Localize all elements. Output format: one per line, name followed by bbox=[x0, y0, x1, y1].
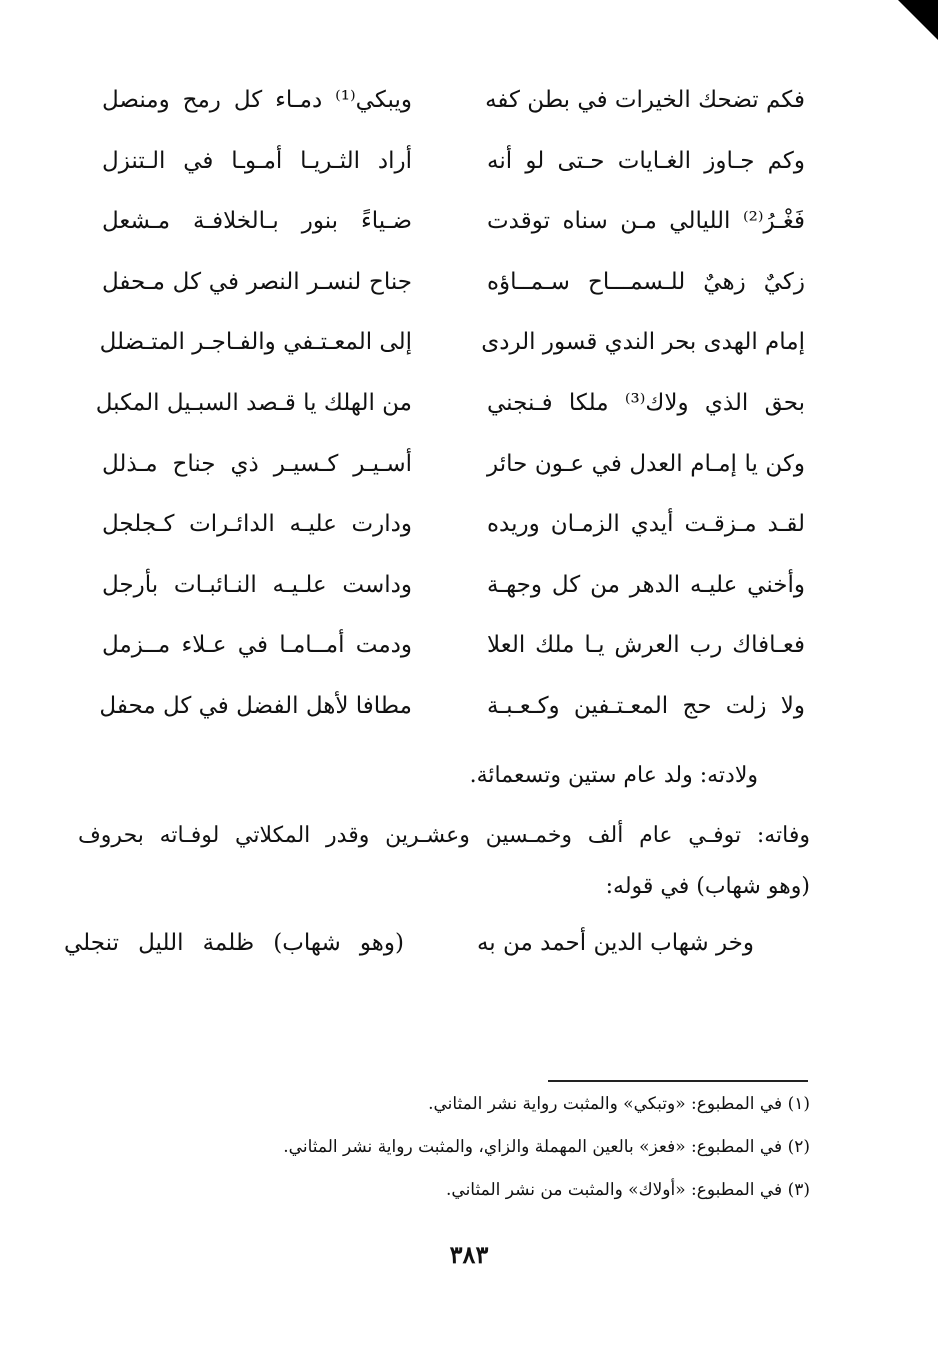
verse-first-hemistich: وكن يا إمـام العدل في عـون حائر bbox=[487, 450, 805, 477]
footnote-separator bbox=[548, 1080, 808, 1082]
verse-first-hemistich: إمام الهدى بحر الندي قسور الردى bbox=[481, 329, 805, 356]
footnote: (١) في المطبوع: «وتبكي» والمثبت رواية نشر المثاني. bbox=[428, 1094, 810, 1114]
verse-line bbox=[0, 676, 938, 737]
verse-second-hemistich: إلى المعـتـفي والفـاجـر المتـضلل bbox=[99, 329, 412, 356]
death-paragraph bbox=[78, 818, 810, 905]
verse-second-hemistich: ودارت عليـه الدائـرات كـجلجل bbox=[102, 511, 412, 538]
verse-first-hemistich: فَغْـرُ⁽²⁾ الليالي مـن سناه توقدت bbox=[487, 208, 805, 235]
verse-second-hemistich: (وهو شهاب) ظلمة الليل تنجلي bbox=[64, 930, 404, 956]
verse-first-hemistich: زكيٌ زهيٌ للـسمـــاح سـمــاؤه bbox=[487, 268, 805, 295]
verse-line bbox=[0, 252, 938, 313]
verse-line bbox=[0, 434, 938, 495]
verse-second-hemistich: ويبكي⁽¹⁾ دمـاء كل رمح ومنصل bbox=[102, 87, 412, 113]
footnote: (٢) في المطبوع: «فعز» بالعين المهملة والزاي، والمثبت رواية نشر المثاني. bbox=[283, 1137, 810, 1157]
poem-verses bbox=[0, 70, 938, 737]
verse-line bbox=[0, 131, 938, 192]
footnotes bbox=[170, 1090, 810, 1219]
verse-first-hemistich: وأخني عليـه الدهر من كل وجهـة bbox=[487, 571, 805, 598]
verse-line bbox=[0, 555, 938, 616]
verse-line bbox=[0, 70, 938, 131]
verse-first-hemistich: بحق الذي ولاك⁽³⁾ ملكا فـنجني bbox=[487, 389, 806, 416]
verse-first-hemistich: فعـافاك رب العرش يـا ملك العلا bbox=[487, 632, 805, 659]
verse-first-hemistich: وكم جـاوز الغـايات حـتى لو أنه bbox=[487, 147, 805, 174]
page-number: ٣٨٣ bbox=[449, 1240, 489, 1269]
birth-paragraph: ولادته: ولد عام ستين وتسعمائة. bbox=[469, 763, 758, 788]
verse-second-hemistich: جناح لنسـر النصر في كل مـحفل bbox=[102, 268, 412, 295]
verse-second-hemistich: من الهلك يا قـصد السبـيل المكبل bbox=[95, 389, 412, 416]
footnote: (٣) في المطبوع: «أولاك» والمثبت من نشر المثاني. bbox=[446, 1180, 810, 1200]
verse-line bbox=[0, 494, 938, 555]
verse-line bbox=[0, 615, 938, 676]
verse-second-hemistich: ودمت أمــامـا في عـلاء مــزمل bbox=[102, 632, 412, 659]
verse-second-hemistich: ضـياءً بنور بـالخلافـة مـشعل bbox=[102, 208, 412, 235]
verse-line bbox=[0, 191, 938, 252]
verse-line bbox=[0, 373, 938, 434]
verse-first-hemistich: وخر شهاب الدين أحمد من به bbox=[476, 930, 754, 956]
verse-first-hemistich: فكم تضحك الخيرات في بطن كفه bbox=[485, 87, 805, 113]
verse-second-hemistich: أسـيـر كـسيـر ذي جناح مـذلل bbox=[102, 450, 412, 477]
chronogram-verse bbox=[0, 925, 938, 973]
death-paragraph-line: وفاته: توفـي عام ألف وخمـسين وعشـرين وقدر المكلاتي لوفـاته بحروف bbox=[78, 823, 810, 848]
verse-line bbox=[0, 312, 938, 373]
page-corner-mark bbox=[898, 0, 938, 40]
verse-first-hemistich: لقـد مـزقـت أيدي الزمـان وريده bbox=[487, 511, 805, 538]
verse-second-hemistich: مطافا لأهل الفضل في كل محفل bbox=[99, 692, 412, 719]
verse-first-hemistich: ولا زلت حج المعـتـفين وكـعـبـة bbox=[487, 692, 805, 719]
verse-second-hemistich: وداست علـيـه النـائبـات بأرجل bbox=[102, 571, 412, 598]
death-paragraph-line: (وهو شهاب) في قوله: bbox=[605, 874, 810, 899]
verse-second-hemistich: أراد الثـريـا أمـوـا في الـتنزل bbox=[102, 147, 412, 174]
